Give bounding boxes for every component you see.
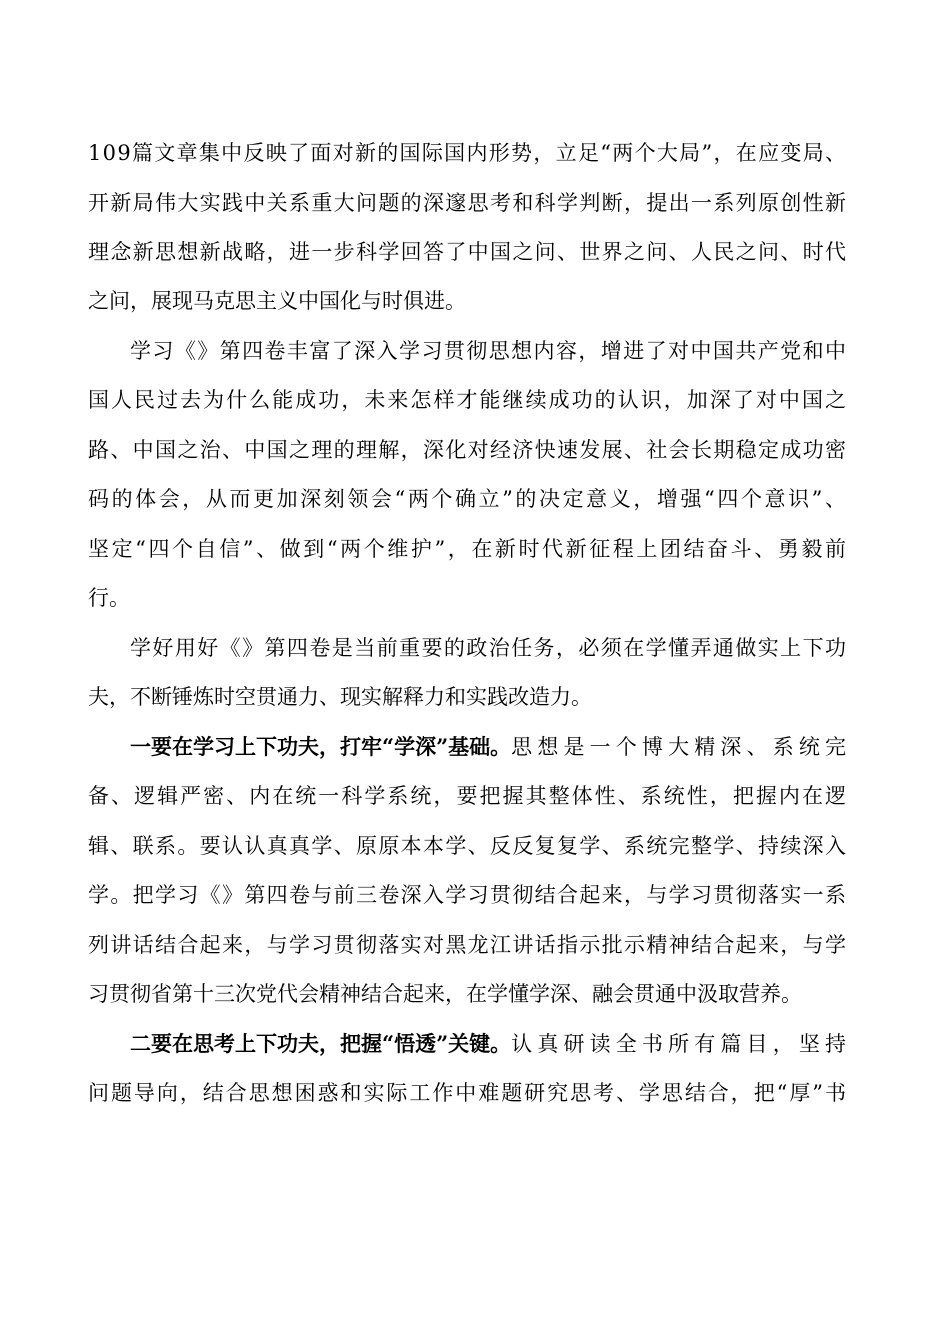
text-line: 问题导向，结合思想困惑和实际工作中难题研究思考、学思结合，把“厚”书 [88, 1081, 848, 1105]
section-heading: 二要在思考上下功夫，把握“悟透”关键。 [130, 1031, 512, 1056]
text-line: 一要在学习上下功夫，打牢“学深”基础。 思想是一个博大精深、系统完 [0, 732, 950, 762]
text-line: 坚定“四个自信”、做到“两个维护”，在新时代新征程上团结奋斗、勇毅前 [88, 537, 849, 561]
text-line: 路、中国之治、中国之理的理解，深化对经济快速发展、社会长期稳定成功密 [88, 438, 848, 462]
text-line: 二要在思考上下功夫，把握“悟透”关键。 认真研读全书所有篇目，坚持 [0, 1029, 950, 1059]
text-line: 学好用好《》第四卷是当前重要的政治任务，必须在学懂弄通做实上下功 [130, 636, 848, 660]
text-line: 码的体会，从而更加深刻领会“两个确立”的决定意义，增强“四个意识”、 [88, 487, 849, 511]
text-line: 夫，不断锤炼时空贯通力、现实解释力和实践改造力。 [88, 685, 592, 709]
text-line: 理念新思想新战略，进一步科学回答了中国之问、世界之问、人民之问、时代 [88, 240, 848, 264]
text-line: 之问，展现马克思主义中国化与时俱进。 [88, 289, 466, 313]
text-line: 开新局伟大实践中关系重大问题的深邃思考和科学判断，提出一系列原创性新 [88, 191, 848, 215]
text-line: 备、逻辑严密、内在统一科学系统，要把握其整体性、系统性，把握内在逻 [88, 784, 849, 808]
text-line: 学习《》第四卷丰富了深入学习贯彻思想内容，增进了对中国共产党和中 [130, 339, 848, 363]
section-heading: 一要在学习上下功夫，打牢“学深”基础。 [130, 734, 512, 759]
text-line: 列讲话结合起来，与学习贯彻落实对黑龙江讲话指示批示精神结合起来，与学 [88, 933, 848, 957]
text-line: 行。 [88, 586, 130, 610]
text-line: 109篇文章集中反映了面对新的国际国内形势，立足“两个大局”，在应变局、 [88, 141, 848, 165]
text-line: 学。把学习《》第四卷与前三卷深入学习贯彻结合起来，与学习贯彻落实一系 [88, 883, 848, 907]
text-line: 辑、联系。要认认真真学、原原本本学、反反复复学、系统完整学、持续深入 [88, 834, 848, 858]
text-line: 国人民过去为什么能成功，未来怎样才能继续成功的认识，加深了对中国之 [88, 388, 849, 412]
text-line: 习贯彻省第十三次党代会精神结合起来，在学懂学深、融会贯通中汲取营养。 [88, 982, 802, 1006]
